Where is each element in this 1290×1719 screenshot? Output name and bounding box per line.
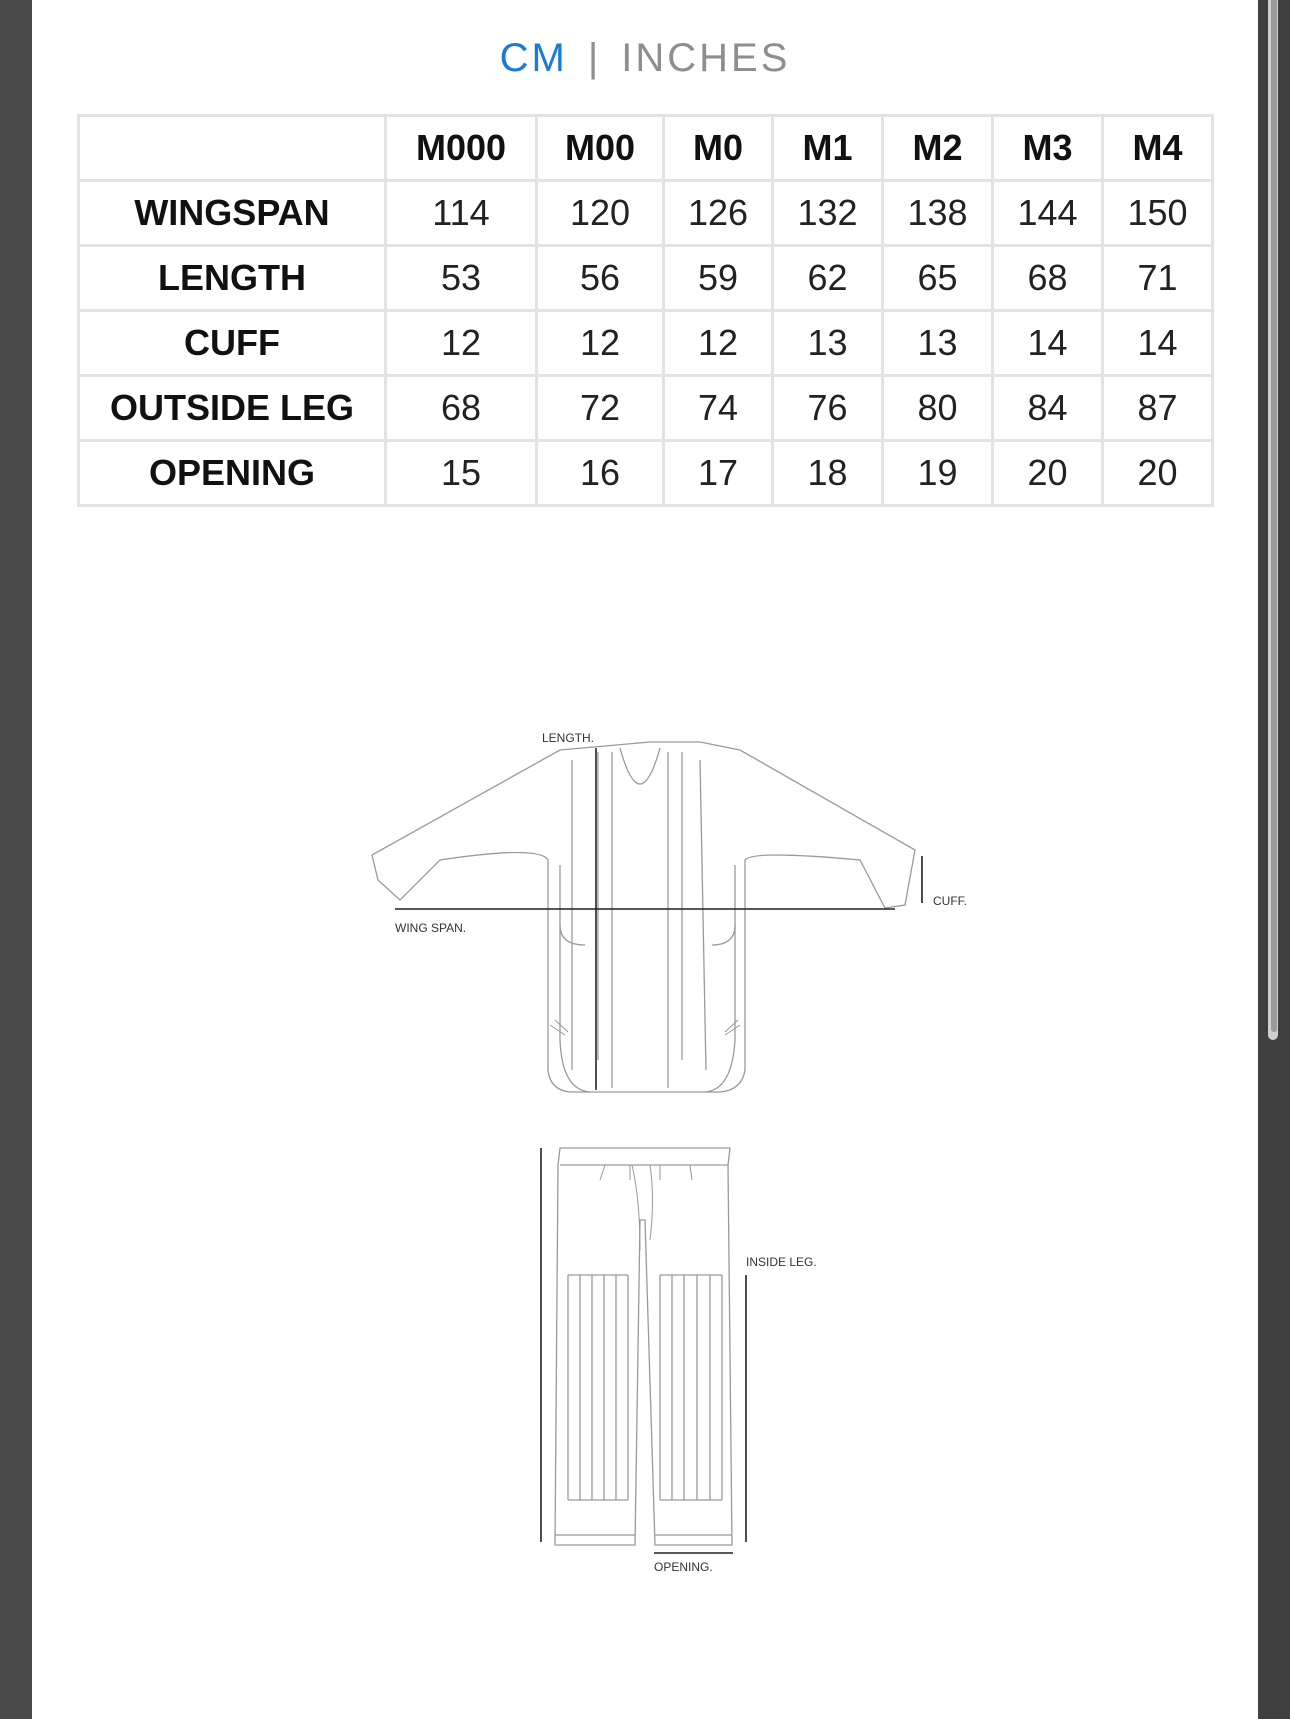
table-cell: 62 (773, 246, 883, 311)
table-cell: 12 (664, 311, 773, 376)
wingspan-label: WING SPAN. (395, 921, 467, 935)
table-cell: 144 (993, 181, 1103, 246)
table-cell: 14 (993, 311, 1103, 376)
table-row (79, 311, 1213, 376)
table-row (79, 246, 1213, 311)
unit-cm-tab[interactable]: CM (499, 36, 568, 80)
table-row (79, 376, 1213, 441)
inside-leg-label: INSIDE LEG. (746, 1255, 817, 1269)
table-cell: 132 (773, 181, 883, 246)
size-chart-table (77, 114, 1214, 507)
row-label: WINGSPAN (79, 181, 386, 246)
table-row (79, 181, 1213, 246)
table-cell: 150 (1103, 181, 1213, 246)
table-cell: 126 (664, 181, 773, 246)
table-cell: 84 (993, 376, 1103, 441)
table-cell: 68 (993, 246, 1103, 311)
size-header: M000 (386, 116, 537, 181)
table-cell: 120 (537, 181, 664, 246)
table-cell: 71 (1103, 246, 1213, 311)
scrollbar-thumb[interactable] (1271, 0, 1277, 1032)
table-cell: 76 (773, 376, 883, 441)
table-cell: 19 (883, 441, 993, 506)
size-header: M00 (537, 116, 664, 181)
table-cell: 87 (1103, 376, 1213, 441)
table-cell: 65 (883, 246, 993, 311)
unit-inches-tab[interactable]: INCHES (621, 36, 791, 80)
table-cell: 17 (664, 441, 773, 506)
table-cell: 56 (537, 246, 664, 311)
table-cell: 20 (993, 441, 1103, 506)
table-cell: 13 (773, 311, 883, 376)
size-header: M0 (664, 116, 773, 181)
table-cell: 18 (773, 441, 883, 506)
row-label: OUTSIDE LEG (79, 376, 386, 441)
table-row (79, 441, 1213, 506)
table-cell: 15 (386, 441, 537, 506)
size-header: M2 (883, 116, 993, 181)
table-cell: 114 (386, 181, 537, 246)
opening-label: OPENING. (654, 1560, 713, 1574)
unit-separator: | (587, 36, 602, 80)
table-cell: 20 (1103, 441, 1213, 506)
row-label: OPENING (79, 441, 386, 506)
table-cell: 138 (883, 181, 993, 246)
table-cell: 59 (664, 246, 773, 311)
size-header: M3 (993, 116, 1103, 181)
length-label: LENGTH. (542, 731, 595, 745)
table-cell: 80 (883, 376, 993, 441)
size-header-row (79, 116, 1213, 181)
unit-toggle (0, 36, 1290, 81)
cuff-label: CUFF. (933, 894, 967, 908)
corner-cell (79, 116, 386, 181)
table-cell: 12 (386, 311, 537, 376)
table-cell: 13 (883, 311, 993, 376)
row-label: CUFF (79, 311, 386, 376)
table-cell: 16 (537, 441, 664, 506)
table-cell: 12 (537, 311, 664, 376)
table-cell: 53 (386, 246, 537, 311)
table-cell: 74 (664, 376, 773, 441)
table-cell: 14 (1103, 311, 1213, 376)
row-label: LENGTH (79, 246, 386, 311)
table-cell: 72 (537, 376, 664, 441)
size-header: M1 (773, 116, 883, 181)
size-header: M4 (1103, 116, 1213, 181)
table-cell: 68 (386, 376, 537, 441)
